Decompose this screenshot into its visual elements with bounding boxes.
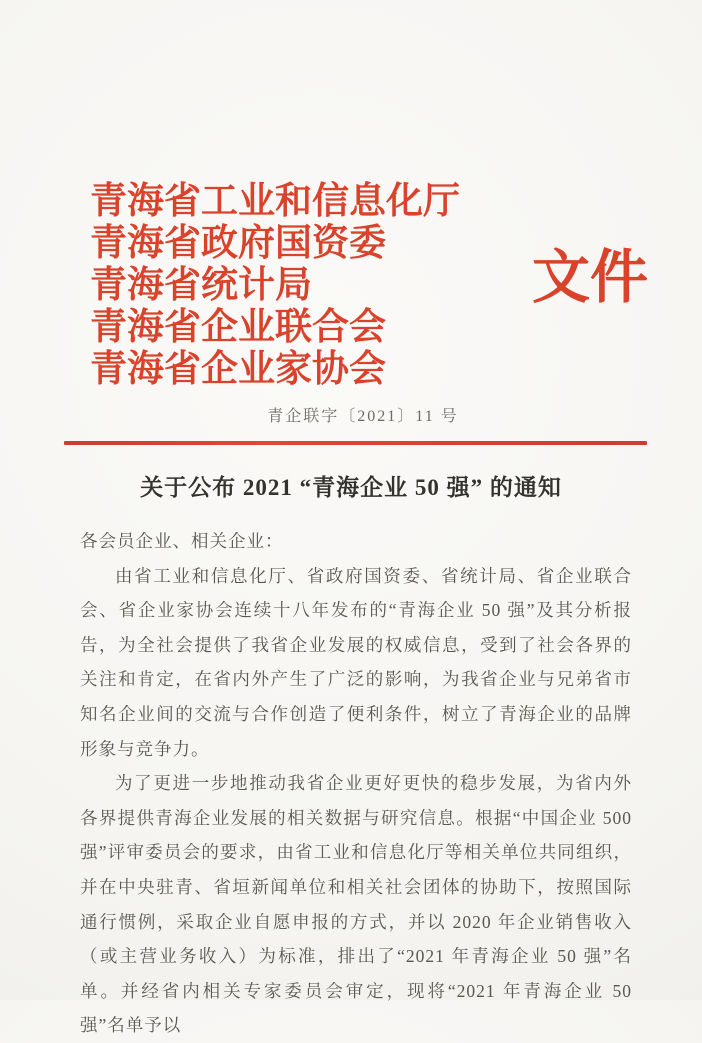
letterhead	[90, 181, 538, 391]
agency-name-line-1: 青海省工业和信息化厅	[90, 181, 460, 222]
agency-name-line-4: 青海省企业联合会	[90, 307, 386, 348]
doc-type-label: 文件	[532, 245, 649, 310]
document-body	[80, 524, 632, 1043]
agency-name-line-3: 青海省统计局	[90, 265, 312, 306]
agency-name-line-5: 青海省企业家协会	[90, 349, 386, 390]
agency-name-line-2: 青海省政府国资委	[90, 223, 386, 264]
body-paragraph-2: 为了更进一步地推动我省企业更好更快的稳步发展，为省内外各界提供青海企业发展的相关数据与研究信息。根据“中国企业 500 强”评审委员会的要求，由省工业和信息化厅等相关单位共同组织，并在中央驻青、省垣新闻单位和相关社会团体的协助下，按照国际通行惯例，采取企业自愿申报的方式，并以 2020 年企业销售收入（或主营业务收入）为标准，排出了“2021 年青海企业 50 强”名单。并经省内相关专家委员会审定，现将“2021 年青海企业 50 强”名单予以	[80, 773, 632, 1036]
red-separator-line	[64, 441, 647, 445]
document-number: 青企联字〔2021〕11 号	[267, 408, 459, 425]
body-paragraph-1: 由省工业和信息化厅、省政府国资委、省统计局、省企业联合会、省企业家协会连续十八年发布的“青海企业 50 强”及其分析报告，为全社会提供了我省企业发展的权威信息，受到了社会各界的关注和肯定，在省内外产生了广泛的影响，为我省企业与兄弟省市知名企业间的交流与合作创造了便利条件，树立了青海企业的品牌形象与竞争力。	[80, 565, 632, 759]
document-title: 关于公布 2021 “青海企业 50 强” 的通知	[140, 475, 562, 500]
salutation: 各会员企业、相关企业：	[80, 531, 284, 551]
